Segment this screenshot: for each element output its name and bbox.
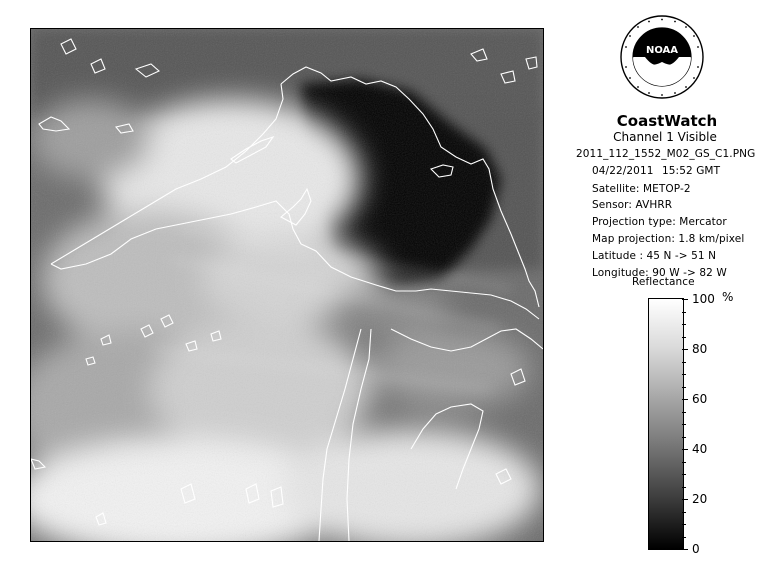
colorbar-major-tick: [682, 299, 688, 300]
channel-label: Channel 1 Visible: [613, 130, 717, 144]
colorbar-tick-label: 80: [692, 342, 708, 356]
colorbar-tick-label: 60: [692, 392, 708, 406]
date: 04/22/2011: [592, 165, 654, 177]
colorbar-minor-tick: [682, 374, 686, 375]
colorbar-minor-tick: [682, 412, 686, 413]
colorbar-minor-tick: [682, 474, 686, 475]
noaa-logo: [619, 14, 705, 100]
colorbar-major-tick: [682, 399, 688, 400]
time: 15:52 GMT: [662, 165, 721, 177]
colorbar-tick-label: 0: [692, 542, 700, 556]
legend-title: Reflectance: [632, 276, 695, 288]
latitude-range: Latitude : 45 N -> 51 N: [592, 250, 717, 262]
colorbar-minor-tick: [682, 362, 686, 363]
colorbar-minor-tick: [682, 324, 686, 325]
colorbar-minor-tick: [682, 437, 686, 438]
satellite-image: [31, 29, 543, 541]
colorbar-major-tick: [682, 449, 688, 450]
colorbar-major-tick: [682, 549, 688, 550]
colorbar-minor-tick: [682, 462, 686, 463]
colorbar-minor-tick: [682, 387, 686, 388]
colorbar-minor-tick: [682, 524, 686, 525]
filename: 2011_112_1552_M02_GS_C1.PNG: [576, 148, 756, 160]
colorbar-major-tick: [682, 349, 688, 350]
colorbar-tick-label: 20: [692, 492, 708, 506]
colorbar-tick-label: 100: [692, 292, 715, 306]
brand-title: CoastWatch: [616, 112, 718, 130]
legend-unit: %: [722, 290, 734, 304]
sensor: Sensor: AVHRR: [592, 199, 673, 211]
longitude-range: Longitude: 90 W -> 82 W: [592, 267, 727, 279]
colorbar-minor-tick: [682, 424, 686, 425]
colorbar-minor-tick: [682, 487, 686, 488]
satellite: Satellite: METOP-2: [592, 183, 691, 195]
colorbar-minor-tick: [682, 337, 686, 338]
projection-type: Projection type: Mercator: [592, 216, 727, 228]
reflectance-colorbar: [648, 298, 684, 550]
colorbar-minor-tick: [682, 537, 686, 538]
colorbar-minor-tick: [682, 312, 686, 313]
colorbar-major-tick: [682, 499, 688, 500]
colorbar-minor-tick: [682, 512, 686, 513]
logo-abbrev: NOAA: [645, 45, 679, 56]
image-texture: [31, 29, 543, 541]
colorbar-tick-label: 40: [692, 442, 708, 456]
map-projection: Map projection: 1.8 km/pixel: [592, 233, 745, 245]
satellite-map: [30, 28, 544, 542]
